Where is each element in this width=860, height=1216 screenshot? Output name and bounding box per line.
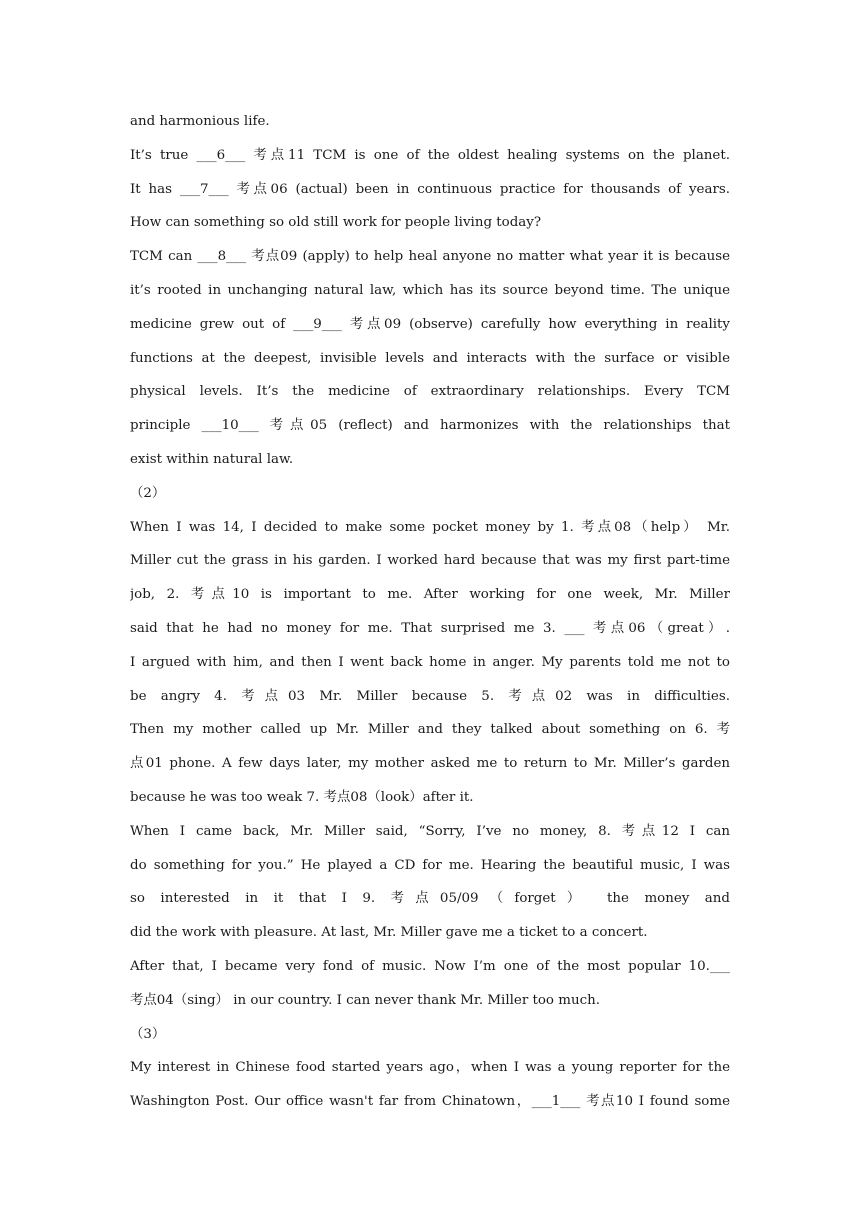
text-line: do something for you.” He played a CD for me. Hearing the beautiful music, I was	[130, 857, 730, 873]
text-line: it’s rooted in unchanging natural law, which has its source beyond time. The unique	[130, 282, 730, 298]
text-line: said that he had no money for me. That surprised me 3. ___ 考点06（great）.	[130, 620, 730, 636]
text-line: After that, I became very fond of music. Now I’m one of the most popular 10.___	[130, 958, 730, 974]
text-line: principle ___10___ 考点05 (reflect) and harmonizes with the relationships that	[130, 418, 730, 434]
text-line: medicine grew out of ___9___ 考点09 (observe) carefully how everything in reality	[130, 316, 730, 332]
text-line: exist within natural law.	[130, 451, 294, 467]
text-line: Washington Post. Our office wasn't far from Chinatown，___1___ 考点10 I found some	[130, 1094, 730, 1110]
text-line: 考点04（sing） in our country. I can never thank Mr. Miller too much.	[130, 992, 600, 1008]
section-label: （3）	[130, 1026, 166, 1042]
text-line: TCM can ___8___ 考点09 (apply) to help heal anyone no matter what year it is because	[130, 249, 730, 265]
text-line: When I came back, Mr. Miller said, “Sorry, I’ve no money, 8. 考点12 I can	[130, 823, 730, 839]
text-line: How can something so old still work for people living today?	[130, 215, 542, 231]
text-line: It has ___7___ 考点06 (actual) been in continuous practice for thousands of years.	[130, 181, 730, 197]
document-page	[130, 105, 730, 1119]
text-line: When I was 14, I decided to make some pocket money by 1. 考点08（help） Mr.	[130, 519, 730, 535]
section-label: （2）	[130, 485, 166, 501]
text-line: functions at the deepest, invisible levels and interacts with the surface or visible	[130, 350, 730, 366]
text-line: Miller cut the grass in his garden. I worked hard because that was my first part-time	[130, 553, 730, 569]
text-line: because he was too weak 7. 考点08（look）after it.	[130, 789, 474, 805]
text-line: 点01 phone. A few days later, my mother asked me to return to Mr. Miller’s garden	[130, 756, 730, 772]
text-line: My interest in Chinese food started years ago，when I was a young reporter for the	[130, 1060, 730, 1076]
text-line: physical levels. It’s the medicine of extraordinary relationships. Every TCM	[130, 384, 730, 400]
text-line: It’s true ___6___ 考点11 TCM is one of the oldest healing systems on the planet.	[130, 147, 730, 163]
text-line: so interested in it that I 9. 考点05/09（forget） the money and	[130, 891, 730, 907]
text-line: Then my mother called up Mr. Miller and they talked about something on 6. 考	[130, 722, 730, 738]
text-line: did the work with pleasure. At last, Mr. Miller gave me a ticket to a concert.	[130, 925, 648, 941]
text-line: and harmonious life.	[130, 114, 270, 129]
text-line: be angry 4. 考点03 Mr. Miller because 5. 考点02 was in difficulties.	[130, 688, 730, 704]
text-line: I argued with him, and then I went back home in anger. My parents told me not to	[130, 654, 730, 670]
text-line: job, 2. 考点10 is important to me. After working for one week, Mr. Miller	[130, 587, 730, 603]
